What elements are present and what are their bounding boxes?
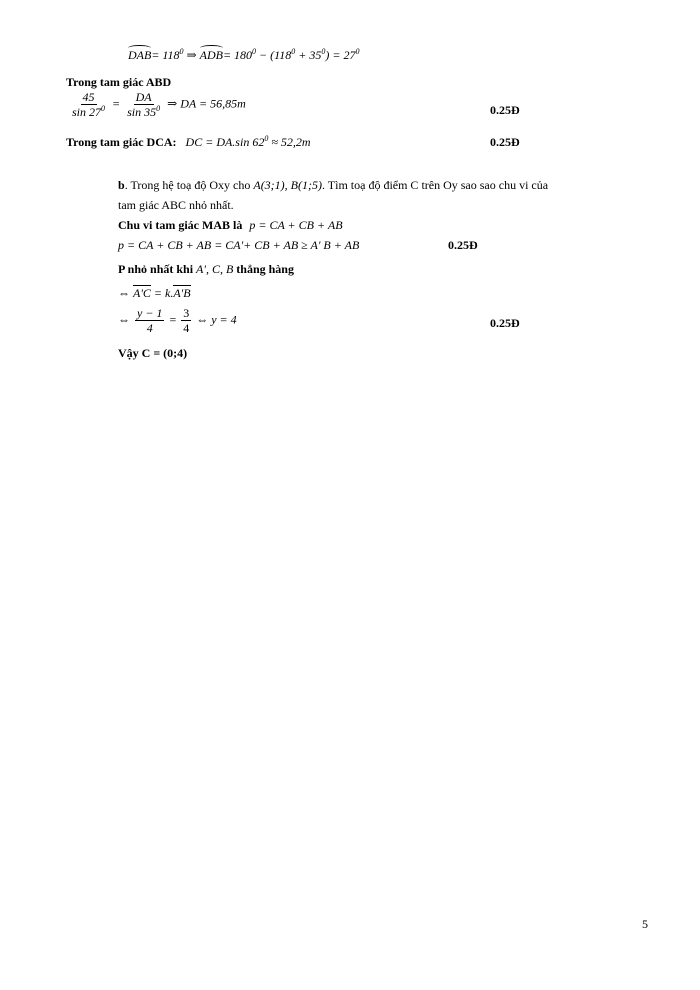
angle-equation: $DAB= 118^0$ ⇒ $ADB= 180^0 - (118^0 + 35^0) = 27^0$ [128,47,360,62]
vector-a-c: A'C [133,286,151,300]
min-condition-line: P nhỏ nhất khi A', C, B thẳng hàng [118,262,294,276]
fraction-3-over-4: $\frac{3}{4}$ [183,306,190,335]
inequality-line: p = CA + CB + AB = CA'+ CB + AB ≥ A' B + AB [118,238,360,252]
angle-dab: DAB [128,48,152,62]
perimeter-line: Chu vi tam giác MAB là p = CA + CB + AB [118,218,343,232]
part-b-intro: b. Trong hệ toạ độ Oxy cho A(3;1), B(1;5). Tìm toạ độ điểm C trên Oy sao sao chu vi của [118,178,549,192]
fraction-45-sin27: $\frac{45}{\sin 27^0}$ [72,90,106,119]
heading-triangle-abd: Trong tam giác ABD [66,75,172,89]
angle-adb: ADB [199,48,223,62]
score-dca: 0.25Đ [490,135,520,149]
score-ratio: 0.25Đ [490,316,520,330]
conclusion: Vậy C = (0;4) [118,346,188,360]
triangle-dca-line: Trong tam giác DCA: DC = DA.sin $62^0 \approx 52,2m$ [66,134,311,149]
vector-a-b: A'B [173,286,191,300]
ratio-equation: ⇔ $\frac{y - 1}{4}$ = $\frac{3}{4}$ ⇔ y = 4 [118,306,237,335]
fraction-da-sin35: $\frac{DA}{\sin 35^0}$ [127,90,161,119]
vector-equation: ⇔ A'C = k.A'B [118,286,191,300]
part-b-intro-line2: tam giác ABC nhỏ nhất. [118,198,234,212]
page-number: 5 [642,917,648,931]
score-sine-rule: 0.25Đ [490,103,520,117]
score-inequality: 0.25Đ [448,238,478,252]
fraction-y-minus-1-over-4: $\frac{y - 1}{4}$ [137,306,163,335]
sine-rule-equation: $\frac{45}{\sin 27^0}$ = $\frac{DA}{\sin 35^0}$ ⇒ DA = 56,85m [72,90,246,119]
